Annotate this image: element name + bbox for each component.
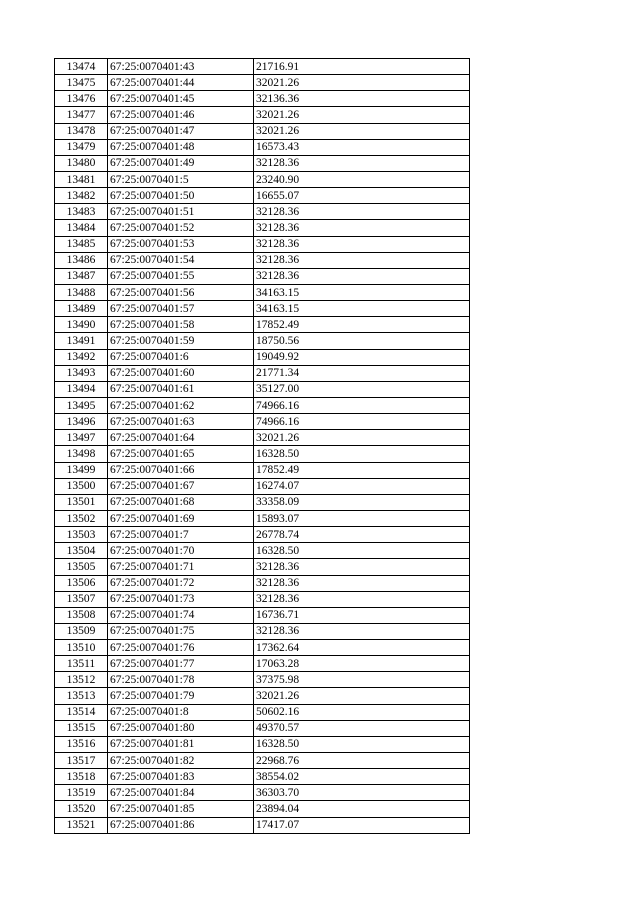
cadastral-number-cell: 67:25:0070401:61 xyxy=(108,381,254,397)
row-number-cell: 13510 xyxy=(55,640,108,656)
cadastral-number-cell: 67:25:0070401:79 xyxy=(108,688,254,704)
row-number-cell: 13508 xyxy=(55,607,108,623)
row-number-cell: 13509 xyxy=(55,623,108,639)
amount-cell: 32128.36 xyxy=(254,155,470,171)
cadastral-number-cell: 67:25:0070401:44 xyxy=(108,75,254,91)
row-number-cell: 13481 xyxy=(55,171,108,187)
amount-cell: 74966.16 xyxy=(254,397,470,413)
table-row xyxy=(55,607,470,623)
table-row xyxy=(55,736,470,752)
table-row xyxy=(55,414,470,430)
cadastral-number-cell: 67:25:0070401:51 xyxy=(108,204,254,220)
amount-cell: 36303.70 xyxy=(254,785,470,801)
cadastral-number-cell: 67:25:0070401:80 xyxy=(108,720,254,736)
table-row xyxy=(55,543,470,559)
table-row xyxy=(55,640,470,656)
cadastral-number-cell: 67:25:0070401:76 xyxy=(108,640,254,656)
row-number-cell: 13488 xyxy=(55,284,108,300)
table-row xyxy=(55,817,470,833)
cadastral-number-cell: 67:25:0070401:64 xyxy=(108,430,254,446)
table-row xyxy=(55,559,470,575)
amount-cell: 23240.90 xyxy=(254,171,470,187)
amount-cell: 17852.49 xyxy=(254,317,470,333)
row-number-cell: 13476 xyxy=(55,91,108,107)
amount-cell: 18750.56 xyxy=(254,333,470,349)
cadastral-number-cell: 67:25:0070401:8 xyxy=(108,704,254,720)
row-number-cell: 13505 xyxy=(55,559,108,575)
table-row xyxy=(55,397,470,413)
table-row xyxy=(55,107,470,123)
table-row xyxy=(55,301,470,317)
row-number-cell: 13520 xyxy=(55,801,108,817)
table-row xyxy=(55,769,470,785)
row-number-cell: 13493 xyxy=(55,365,108,381)
cadastral-number-cell: 67:25:0070401:77 xyxy=(108,656,254,672)
table-row xyxy=(55,220,470,236)
table-row xyxy=(55,688,470,704)
cadastral-number-cell: 67:25:0070401:72 xyxy=(108,575,254,591)
table-row xyxy=(55,527,470,543)
cadastral-number-cell: 67:25:0070401:84 xyxy=(108,785,254,801)
row-number-cell: 13504 xyxy=(55,543,108,559)
row-number-cell: 13495 xyxy=(55,397,108,413)
amount-cell: 32021.26 xyxy=(254,430,470,446)
row-number-cell: 13489 xyxy=(55,301,108,317)
row-number-cell: 13478 xyxy=(55,123,108,139)
cadastral-number-cell: 67:25:0070401:57 xyxy=(108,301,254,317)
amount-cell: 74966.16 xyxy=(254,414,470,430)
amount-cell: 21771.34 xyxy=(254,365,470,381)
cadastral-number-cell: 67:25:0070401:52 xyxy=(108,220,254,236)
amount-cell: 16328.50 xyxy=(254,446,470,462)
amount-cell: 23894.04 xyxy=(254,801,470,817)
row-number-cell: 13482 xyxy=(55,188,108,204)
table-row xyxy=(55,333,470,349)
amount-cell: 37375.98 xyxy=(254,672,470,688)
table-row xyxy=(55,801,470,817)
table-row xyxy=(55,204,470,220)
table-row xyxy=(55,188,470,204)
cadastral-number-cell: 67:25:0070401:58 xyxy=(108,317,254,333)
amount-cell: 16328.50 xyxy=(254,736,470,752)
cadastral-number-cell: 67:25:0070401:63 xyxy=(108,414,254,430)
cadastral-number-cell: 67:25:0070401:74 xyxy=(108,607,254,623)
table-row xyxy=(55,236,470,252)
table-row xyxy=(55,672,470,688)
row-number-cell: 13518 xyxy=(55,769,108,785)
table-row xyxy=(55,785,470,801)
table-row xyxy=(55,317,470,333)
amount-cell: 34163.15 xyxy=(254,301,470,317)
table-row xyxy=(55,575,470,591)
row-number-cell: 13514 xyxy=(55,704,108,720)
cadastral-number-cell: 67:25:0070401:54 xyxy=(108,252,254,268)
cadastral-number-cell: 67:25:0070401:60 xyxy=(108,365,254,381)
amount-cell: 16274.07 xyxy=(254,478,470,494)
amount-cell: 33358.09 xyxy=(254,494,470,510)
cadastral-number-cell: 67:25:0070401:81 xyxy=(108,736,254,752)
cadastral-number-cell: 67:25:0070401:62 xyxy=(108,397,254,413)
row-number-cell: 13496 xyxy=(55,414,108,430)
row-number-cell: 13497 xyxy=(55,430,108,446)
cadastral-number-cell: 67:25:0070401:47 xyxy=(108,123,254,139)
row-number-cell: 13512 xyxy=(55,672,108,688)
cadastral-number-cell: 67:25:0070401:78 xyxy=(108,672,254,688)
cadastral-number-cell: 67:25:0070401:56 xyxy=(108,284,254,300)
amount-cell: 16573.43 xyxy=(254,139,470,155)
amount-cell: 32021.26 xyxy=(254,107,470,123)
cadastral-number-cell: 67:25:0070401:5 xyxy=(108,171,254,187)
row-number-cell: 13484 xyxy=(55,220,108,236)
cadastral-number-cell: 67:25:0070401:65 xyxy=(108,446,254,462)
amount-cell: 32128.36 xyxy=(254,591,470,607)
cadastral-number-cell: 67:25:0070401:50 xyxy=(108,188,254,204)
cadastral-number-cell: 67:25:0070401:66 xyxy=(108,462,254,478)
table-row xyxy=(55,430,470,446)
row-number-cell: 13517 xyxy=(55,753,108,769)
amount-cell: 16736.71 xyxy=(254,607,470,623)
amount-cell: 32128.36 xyxy=(254,236,470,252)
amount-cell: 38554.02 xyxy=(254,769,470,785)
table-row xyxy=(55,478,470,494)
table-row xyxy=(55,155,470,171)
amount-cell: 32128.36 xyxy=(254,252,470,268)
amount-cell: 49370.57 xyxy=(254,720,470,736)
table-row xyxy=(55,591,470,607)
table-row xyxy=(55,704,470,720)
row-number-cell: 13513 xyxy=(55,688,108,704)
row-number-cell: 13507 xyxy=(55,591,108,607)
table-row xyxy=(55,623,470,639)
row-number-cell: 13487 xyxy=(55,268,108,284)
amount-cell: 21716.91 xyxy=(254,59,470,75)
amount-cell: 32021.26 xyxy=(254,123,470,139)
cadastral-number-cell: 67:25:0070401:83 xyxy=(108,769,254,785)
row-number-cell: 13490 xyxy=(55,317,108,333)
cadastral-number-cell: 67:25:0070401:70 xyxy=(108,543,254,559)
amount-cell: 32128.36 xyxy=(254,623,470,639)
cadastral-number-cell: 67:25:0070401:82 xyxy=(108,753,254,769)
amount-cell: 16655.07 xyxy=(254,188,470,204)
row-number-cell: 13515 xyxy=(55,720,108,736)
row-number-cell: 13503 xyxy=(55,527,108,543)
amount-cell: 17852.49 xyxy=(254,462,470,478)
cadastral-number-cell: 67:25:0070401:45 xyxy=(108,91,254,107)
table-row xyxy=(55,510,470,526)
row-number-cell: 13506 xyxy=(55,575,108,591)
amount-cell: 32021.26 xyxy=(254,75,470,91)
cadastral-number-cell: 67:25:0070401:43 xyxy=(108,59,254,75)
amount-cell: 32021.26 xyxy=(254,688,470,704)
register-table-body xyxy=(55,59,470,834)
amount-cell: 35127.00 xyxy=(254,381,470,397)
row-number-cell: 13498 xyxy=(55,446,108,462)
amount-cell: 22968.76 xyxy=(254,753,470,769)
table-row xyxy=(55,284,470,300)
table-row xyxy=(55,268,470,284)
amount-cell: 32128.36 xyxy=(254,220,470,236)
row-number-cell: 13479 xyxy=(55,139,108,155)
row-number-cell: 13477 xyxy=(55,107,108,123)
cadastral-number-cell: 67:25:0070401:71 xyxy=(108,559,254,575)
cadastral-number-cell: 67:25:0070401:48 xyxy=(108,139,254,155)
amount-cell: 17417.07 xyxy=(254,817,470,833)
table-row xyxy=(55,75,470,91)
register-table xyxy=(54,58,470,834)
table-row xyxy=(55,494,470,510)
cadastral-number-cell: 67:25:0070401:7 xyxy=(108,527,254,543)
amount-cell: 17362.64 xyxy=(254,640,470,656)
amount-cell: 16328.50 xyxy=(254,543,470,559)
row-number-cell: 13475 xyxy=(55,75,108,91)
cadastral-number-cell: 67:25:0070401:73 xyxy=(108,591,254,607)
table-row xyxy=(55,656,470,672)
table-row xyxy=(55,753,470,769)
cadastral-number-cell: 67:25:0070401:55 xyxy=(108,268,254,284)
row-number-cell: 13494 xyxy=(55,381,108,397)
amount-cell: 32128.36 xyxy=(254,559,470,575)
row-number-cell: 13483 xyxy=(55,204,108,220)
amount-cell: 19049.92 xyxy=(254,349,470,365)
cadastral-number-cell: 67:25:0070401:46 xyxy=(108,107,254,123)
amount-cell: 32128.36 xyxy=(254,575,470,591)
row-number-cell: 13492 xyxy=(55,349,108,365)
table-row xyxy=(55,365,470,381)
amount-cell: 50602.16 xyxy=(254,704,470,720)
table-row xyxy=(55,252,470,268)
table-row xyxy=(55,59,470,75)
row-number-cell: 13519 xyxy=(55,785,108,801)
cadastral-number-cell: 67:25:0070401:53 xyxy=(108,236,254,252)
cadastral-number-cell: 67:25:0070401:85 xyxy=(108,801,254,817)
row-number-cell: 13480 xyxy=(55,155,108,171)
table-row xyxy=(55,446,470,462)
table-row xyxy=(55,171,470,187)
table-row xyxy=(55,381,470,397)
cadastral-number-cell: 67:25:0070401:59 xyxy=(108,333,254,349)
cadastral-number-cell: 67:25:0070401:68 xyxy=(108,494,254,510)
cadastral-number-cell: 67:25:0070401:49 xyxy=(108,155,254,171)
amount-cell: 34163.15 xyxy=(254,284,470,300)
amount-cell: 17063.28 xyxy=(254,656,470,672)
row-number-cell: 13511 xyxy=(55,656,108,672)
amount-cell: 26778.74 xyxy=(254,527,470,543)
cadastral-number-cell: 67:25:0070401:75 xyxy=(108,623,254,639)
cadastral-number-cell: 67:25:0070401:67 xyxy=(108,478,254,494)
table-row xyxy=(55,349,470,365)
row-number-cell: 13500 xyxy=(55,478,108,494)
amount-cell: 32128.36 xyxy=(254,268,470,284)
row-number-cell: 13502 xyxy=(55,510,108,526)
cadastral-number-cell: 67:25:0070401:69 xyxy=(108,510,254,526)
amount-cell: 32128.36 xyxy=(254,204,470,220)
cadastral-number-cell: 67:25:0070401:86 xyxy=(108,817,254,833)
table-row xyxy=(55,462,470,478)
amount-cell: 32136.36 xyxy=(254,91,470,107)
table-row xyxy=(55,139,470,155)
amount-cell: 15893.07 xyxy=(254,510,470,526)
row-number-cell: 13474 xyxy=(55,59,108,75)
row-number-cell: 13485 xyxy=(55,236,108,252)
row-number-cell: 13521 xyxy=(55,817,108,833)
row-number-cell: 13516 xyxy=(55,736,108,752)
table-row xyxy=(55,91,470,107)
row-number-cell: 13486 xyxy=(55,252,108,268)
row-number-cell: 13501 xyxy=(55,494,108,510)
row-number-cell: 13491 xyxy=(55,333,108,349)
table-row xyxy=(55,720,470,736)
row-number-cell: 13499 xyxy=(55,462,108,478)
table-row xyxy=(55,123,470,139)
cadastral-number-cell: 67:25:0070401:6 xyxy=(108,349,254,365)
